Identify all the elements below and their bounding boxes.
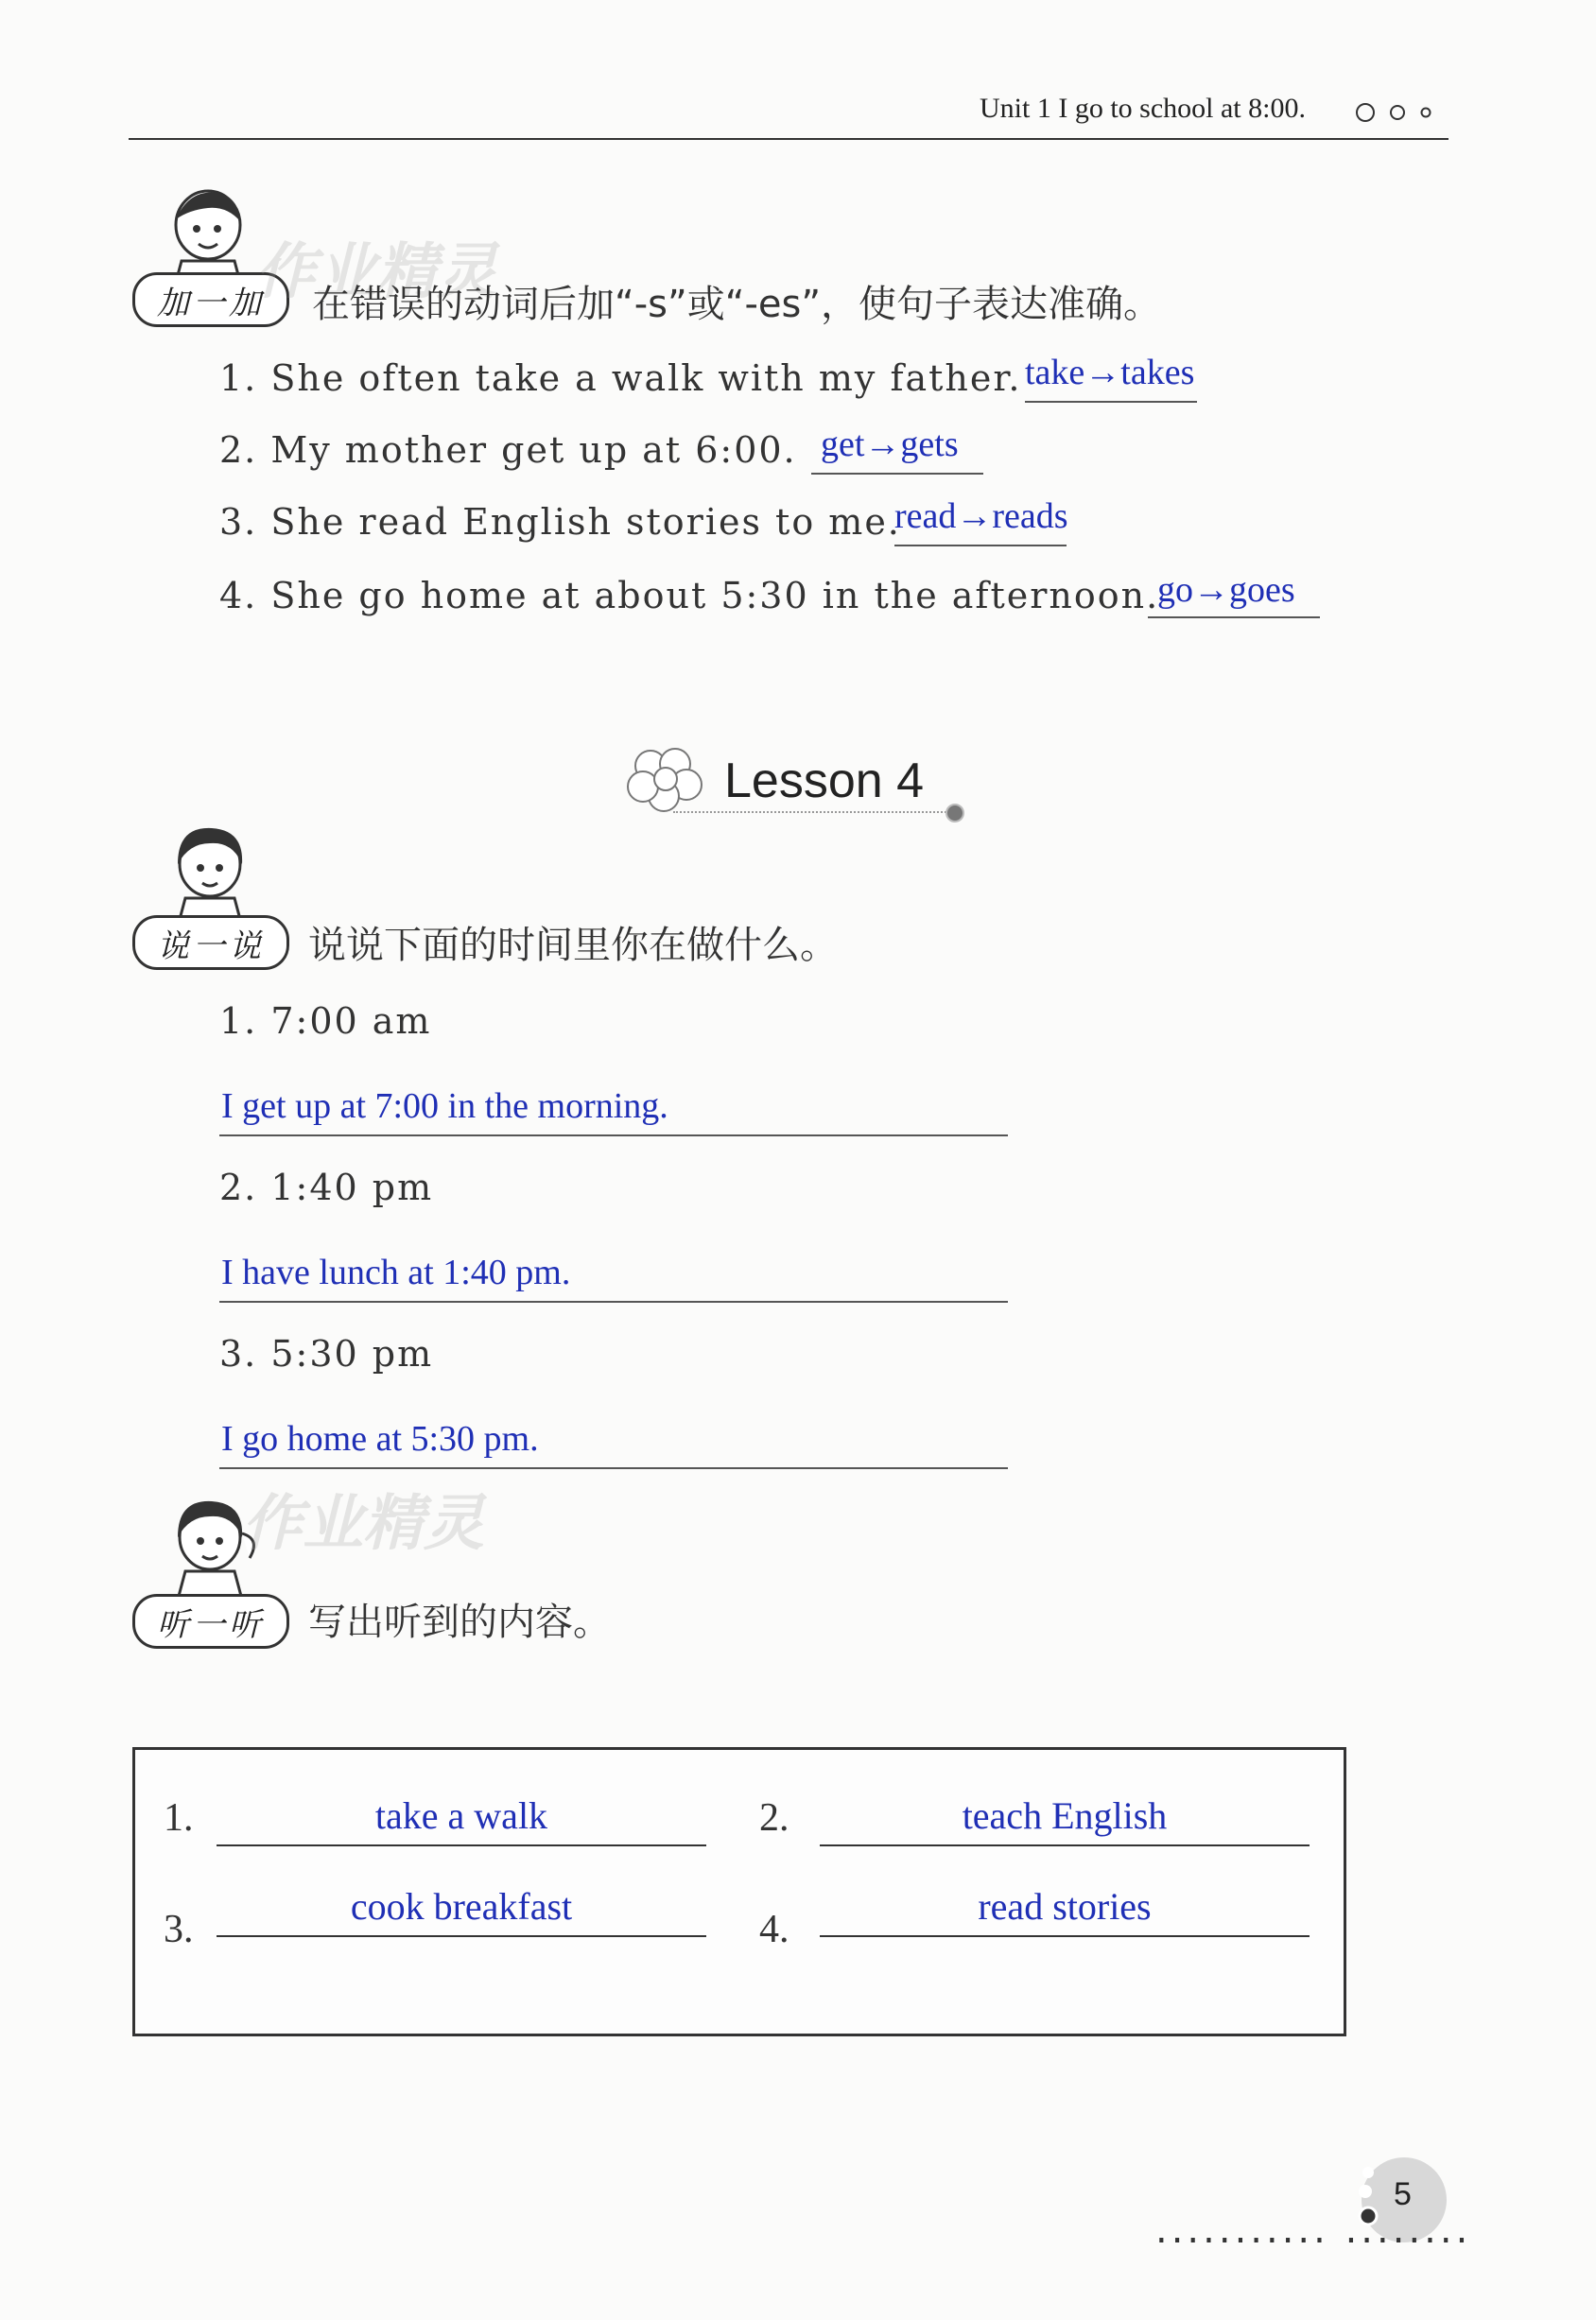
answer-line	[1025, 401, 1197, 403]
answer-line	[894, 545, 1067, 546]
badge-say: 说一说	[132, 915, 289, 970]
answer-say-3: I go home at 5:30 pm.	[221, 1419, 539, 1459]
listen-answer-1: take a walk	[374, 1794, 548, 1837]
question-add-4: 4. She go home at about 5:30 in the afternoon.	[219, 575, 1160, 616]
lesson-dot	[945, 804, 964, 822]
instruction-say: 说说下面的时间里你在做什么。	[308, 924, 838, 967]
answer-line	[219, 1134, 1008, 1136]
answer-line	[219, 1467, 1008, 1469]
listen-number-3: 3.	[164, 1908, 194, 1951]
answer-line	[820, 1844, 1310, 1846]
lesson-title: Lesson 4	[724, 753, 925, 808]
header-rule	[129, 138, 1449, 140]
answer-line	[820, 1935, 1310, 1937]
listen-answer-4: read stories	[978, 1885, 1152, 1928]
listen-answer-box	[132, 1747, 1346, 2036]
instruction-add: 在错误的动词后加“-s”或“-es”，使句子表达准确。	[312, 283, 1162, 326]
answer-add-4: go→goes	[1157, 570, 1295, 610]
lesson-rule	[673, 811, 953, 813]
footer-dots: ........... ........	[1155, 2208, 1472, 2252]
question-say-1: 1. 7:00 am	[219, 1000, 432, 1042]
watermark: 作业精灵	[255, 237, 497, 307]
listen-number-4: 4.	[759, 1908, 789, 1951]
question-say-3: 3. 5:30 pm	[219, 1333, 434, 1375]
badge-listen: 听一听	[132, 1594, 289, 1649]
answer-line	[217, 1935, 706, 1937]
answer-line	[219, 1301, 1008, 1303]
header-circles-decoration	[1354, 101, 1439, 124]
flower-icon	[624, 745, 709, 813]
answer-say-1: I get up at 7:00 in the morning.	[221, 1086, 668, 1126]
page-number: 5	[1394, 2176, 1412, 2212]
question-add-2: 2. My mother get up at 6:00.	[219, 429, 797, 471]
answer-add-3: read→reads	[894, 496, 1068, 536]
listen-answer-3: cook breakfast	[350, 1885, 573, 1928]
badge-add: 加一加	[132, 272, 289, 327]
answer-add-1: take→takes	[1025, 353, 1195, 392]
question-add-3: 3. She read English stories to me.	[219, 501, 901, 543]
instruction-listen: 写出听到的内容。	[308, 1601, 611, 1644]
answer-add-2: get→gets	[821, 424, 959, 464]
question-add-1: 1. She often take a walk with my father.	[219, 357, 1022, 399]
header-unit-title: Unit 1 I go to school at 8:00.	[980, 93, 1306, 124]
watermark: 作业精灵	[242, 1489, 484, 1559]
listen-number-1: 1.	[164, 1796, 194, 1840]
answer-say-2: I have lunch at 1:40 pm.	[221, 1253, 571, 1292]
listen-answer-2: teach English	[962, 1794, 1168, 1837]
answer-line	[811, 473, 983, 475]
question-say-2: 2. 1:40 pm	[219, 1167, 434, 1208]
answer-line	[217, 1844, 706, 1846]
answer-line	[1148, 616, 1320, 618]
listen-number-2: 2.	[759, 1796, 789, 1840]
cartoon-girl-icon	[163, 822, 257, 926]
